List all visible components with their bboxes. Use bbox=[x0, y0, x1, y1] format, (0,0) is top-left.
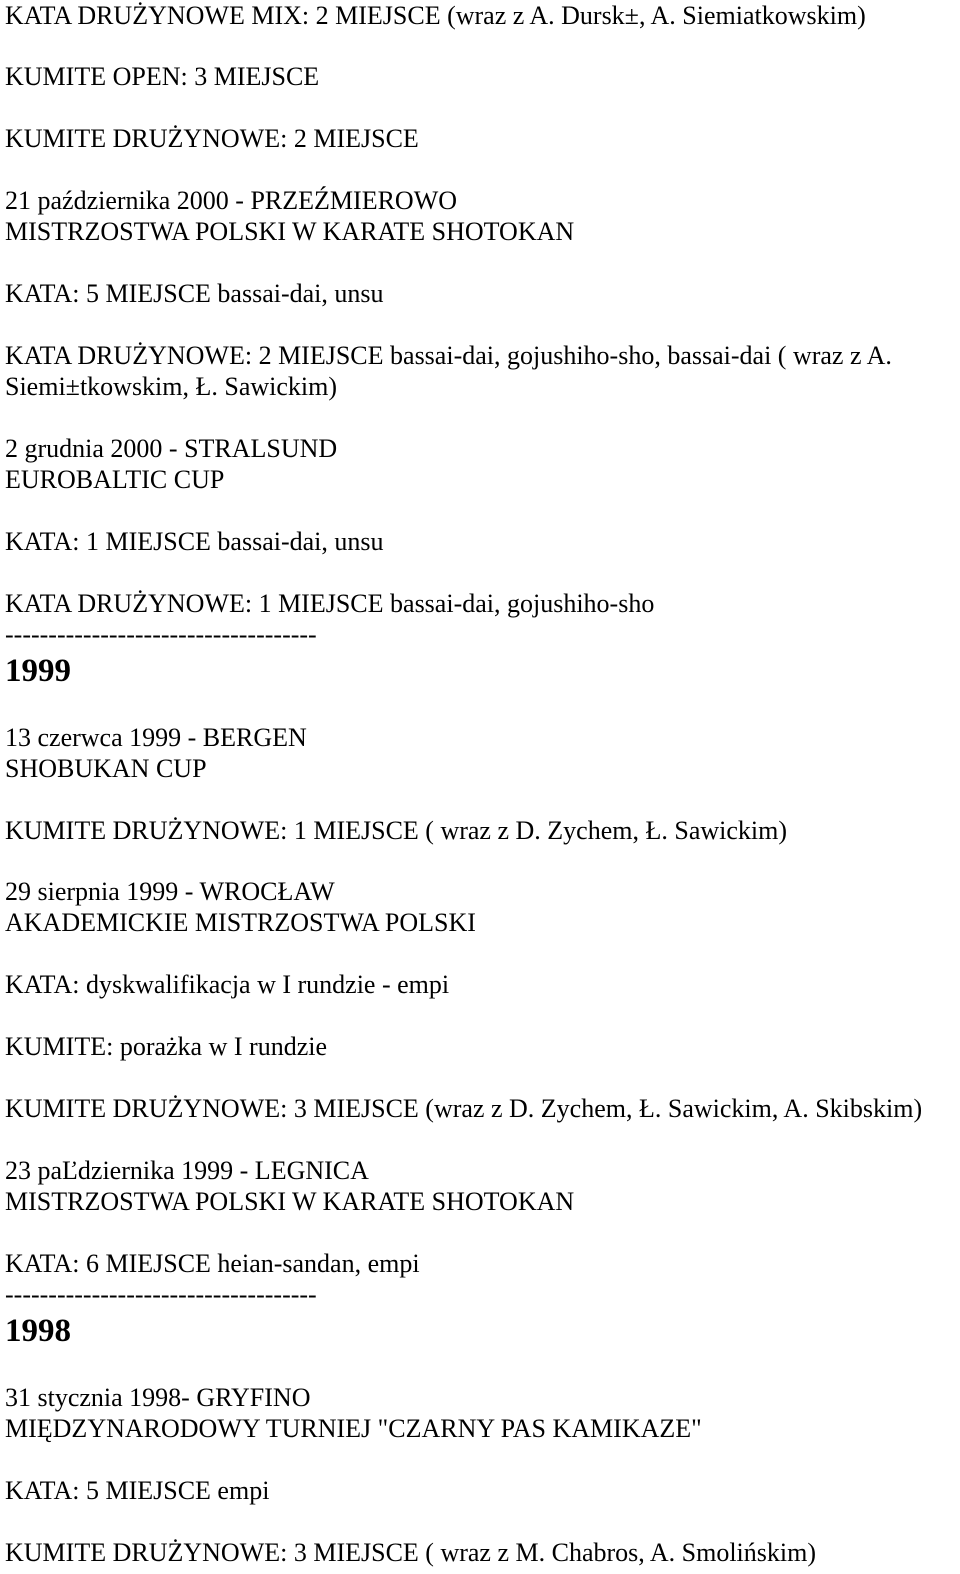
result-line: KUMITE: porażka w I rundzie bbox=[5, 1032, 327, 1061]
result-line: KUMITE DRUŻYNOWE: 3 MIEJSCE ( wraz z M. Chabros, A. Smolińskim) bbox=[5, 1538, 816, 1567]
result-line: KATA: dyskwalifikacja w I rundzie - empi bbox=[5, 970, 450, 999]
result-line: KATA: 6 MIEJSCE heian-sandan, empi bbox=[5, 1249, 420, 1278]
result-line: KUMITE DRUŻYNOWE: 1 MIEJSCE ( wraz z D. Zychem, Ł. Sawickim) bbox=[5, 816, 788, 845]
result-line: KATA DRUŻYNOWE: 2 MIEJSCE bassai-dai, gojushiho-sho, bassai-dai ( wraz z A. bbox=[5, 341, 892, 370]
result-line-continued: Siemi±tkowskim, Ł. Sawickim) bbox=[5, 372, 338, 401]
result-line: KATA: 5 MIEJSCE empi bbox=[5, 1476, 270, 1505]
section-divider: ------------------------------------ bbox=[5, 620, 317, 649]
event-date-place: 23 paĽdziernika 1999 - LEGNICA bbox=[5, 1156, 369, 1185]
event-date-place: 13 czerwca 1999 - BERGEN bbox=[5, 723, 307, 752]
result-line: KUMITE OPEN: 3 MIEJSCE bbox=[5, 62, 320, 91]
event-date-place: 29 sierpnia 1999 - WROCŁAW bbox=[5, 877, 335, 906]
event-title: MIĘDZYNARODOWY TURNIEJ "CZARNY PAS KAMIKAZE" bbox=[5, 1414, 702, 1443]
event-title: SHOBUKAN CUP bbox=[5, 754, 207, 783]
event-date-place: 21 października 2000 - PRZEŹMIEROWO bbox=[5, 186, 458, 215]
section-divider: ------------------------------------ bbox=[5, 1280, 317, 1309]
event-title: MISTRZOSTWA POLSKI W KARATE SHOTOKAN bbox=[5, 1187, 575, 1216]
event-title: AKADEMICKIE MISTRZOSTWA POLSKI bbox=[5, 908, 476, 937]
result-line: KATA DRUŻYNOWE: 1 MIEJSCE bassai-dai, gojushiho-sho bbox=[5, 589, 655, 618]
event-title: MISTRZOSTWA POLSKI W KARATE SHOTOKAN bbox=[5, 217, 575, 246]
year-heading: 1998 bbox=[5, 1313, 71, 1349]
event-date-place: 2 grudnia 2000 - STRALSUND bbox=[5, 434, 338, 463]
event-title: EUROBALTIC CUP bbox=[5, 465, 225, 494]
result-line: KATA: 5 MIEJSCE bassai-dai, unsu bbox=[5, 279, 384, 308]
year-heading: 1999 bbox=[5, 653, 71, 689]
result-line: KUMITE DRUŻYNOWE: 3 MIEJSCE (wraz z D. Zychem, Ł. Sawickim, A. Skibskim) bbox=[5, 1094, 923, 1123]
result-line: KUMITE DRUŻYNOWE: 2 MIEJSCE bbox=[5, 124, 419, 153]
result-line: KATA: 1 MIEJSCE bassai-dai, unsu bbox=[5, 527, 384, 556]
result-line: KATA DRUŻYNOWE MIX: 2 MIEJSCE (wraz z A. Dursk±, A. Siemiatkowskim) bbox=[5, 1, 866, 30]
event-date-place: 31 stycznia 1998- GRYFINO bbox=[5, 1383, 311, 1412]
